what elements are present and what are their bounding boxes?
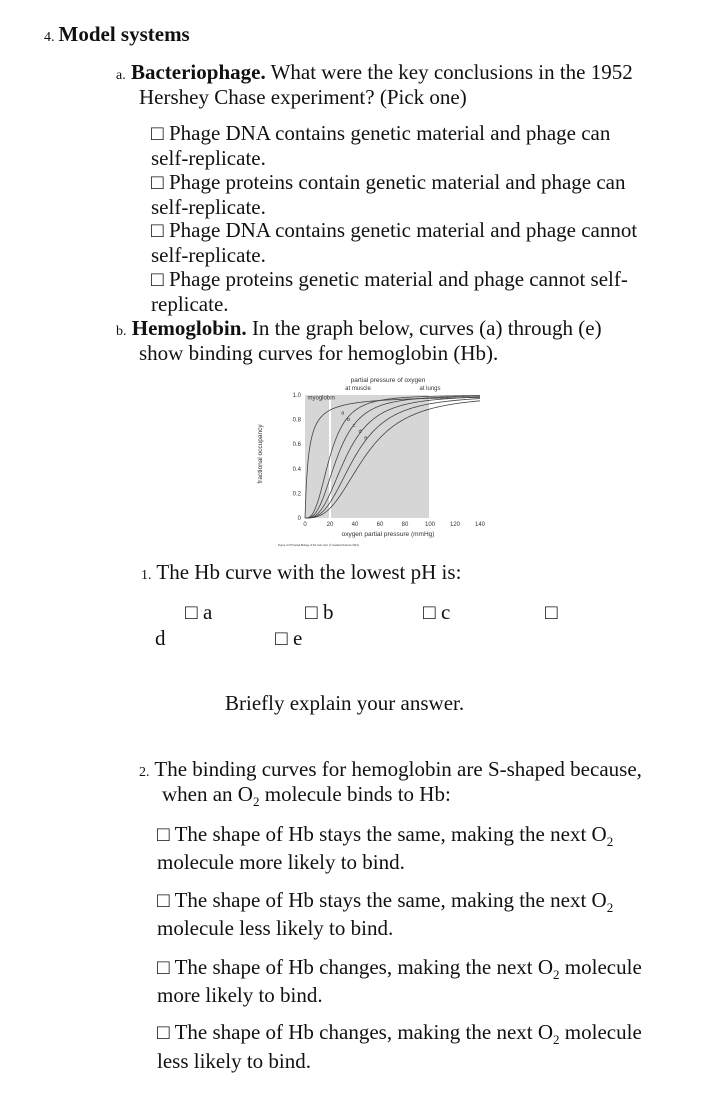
checkbox-a3[interactable]: □ — [151, 218, 164, 242]
checkbox-2a[interactable]: □ — [157, 822, 170, 846]
y-tick-label: 0.8 — [292, 417, 301, 424]
option-2d-text: The shape of Hb changes, making the next O — [174, 1020, 554, 1044]
question-a-letter: a. — [116, 68, 126, 83]
checkbox-2c[interactable]: □ — [157, 955, 170, 979]
choice-a[interactable] — [185, 600, 212, 624]
option-a4-cont: replicate. — [151, 292, 229, 316]
x-tick-label: 40 — [351, 522, 359, 528]
curve-label-e: e — [364, 435, 368, 442]
subscript-2: 2 — [553, 1032, 560, 1047]
curve-label-a: a — [341, 410, 345, 417]
choice-b-label: b — [322, 600, 334, 624]
option-2b[interactable] — [157, 888, 614, 915]
section-heading — [44, 22, 190, 46]
checkbox-choice-a[interactable]: □ — [185, 600, 198, 624]
choice-a-label: a — [202, 600, 213, 624]
x-tick-label: 140 — [474, 522, 486, 528]
option-a3-cont: self-replicate. — [151, 243, 266, 267]
option-a1-cont: self-replicate. — [151, 146, 266, 170]
plot-background — [305, 395, 430, 518]
x-tick-label: 0 — [303, 522, 307, 528]
checkbox-choice-c[interactable]: □ — [423, 600, 436, 624]
option-2a-text: The shape of Hb stays the same, making the next O — [174, 822, 607, 846]
question-a-line2: Hershey Chase experiment? (Pick one) — [139, 85, 467, 109]
question-1-number: 1. — [141, 568, 152, 583]
section-title: Model systems — [58, 22, 190, 46]
option-a1-text: Phage DNA contains genetic material and phage can — [168, 121, 611, 145]
option-2b-text: The shape of Hb stays the same, making the next O — [174, 888, 607, 912]
y-tick-label: 0.2 — [292, 491, 301, 498]
explain-prompt: Briefly explain your answer. — [225, 691, 465, 715]
checkbox-a4[interactable]: □ — [151, 267, 164, 291]
curve-label-c: c — [352, 422, 356, 429]
question-2-line2 — [162, 782, 451, 809]
question-a-title: Bacteriophage. — [130, 60, 266, 84]
option-2a[interactable] — [157, 822, 614, 849]
chart-title: partial pressure of oxygen — [350, 377, 426, 384]
choice-e-label: e — [292, 626, 303, 650]
option-2b-cont: molecule less likely to bind. — [157, 916, 394, 940]
x-tick-label: 80 — [401, 522, 409, 528]
chart-label-lungs: at lungs — [419, 386, 441, 392]
question-1 — [141, 560, 461, 588]
chart-caption: Figure 4.3 Physical Biology of the Cell, 2ed. (© Garland Science 2013) — [278, 544, 359, 547]
question-2-line1 — [139, 757, 642, 785]
checkbox-a1[interactable]: □ — [151, 121, 164, 145]
option-2a-cont: molecule more likely to bind. — [157, 850, 405, 874]
checkbox-choice-d[interactable]: □ — [545, 600, 558, 624]
checkbox-2d[interactable]: □ — [157, 1020, 170, 1044]
chart-label-muscle: at muscle — [345, 386, 371, 392]
x-tick-label: 100 — [424, 522, 436, 528]
checkbox-2b[interactable]: □ — [157, 888, 170, 912]
subscript-2: 2 — [252, 794, 260, 809]
option-2c-post: molecule — [559, 955, 642, 979]
section-number: 4. — [44, 30, 55, 45]
option-2c-text: The shape of Hb changes, making the next O — [174, 955, 554, 979]
question-2-line2-post: molecule binds to Hb: — [259, 782, 451, 806]
curve-label-myoglobin: myoglobin — [307, 395, 335, 402]
option-a3[interactable] — [151, 218, 637, 242]
y-tick-label: 1.0 — [292, 393, 301, 399]
option-a2-cont: self-replicate. — [151, 195, 266, 219]
plot-tail-region — [430, 395, 480, 518]
curve-label-d: d — [358, 429, 362, 436]
question-b-line2: show binding curves for hemoglobin (Hb). — [139, 341, 499, 365]
choice-d-label: d — [155, 626, 166, 650]
question-b-text: In the graph below, curves (a) through (e) — [251, 316, 602, 340]
option-a1[interactable] — [151, 121, 610, 145]
subscript-2: 2 — [553, 967, 560, 982]
checkbox-choice-b[interactable]: □ — [305, 600, 318, 624]
checkbox-choice-e[interactable]: □ — [275, 626, 288, 650]
question-2-number: 2. — [139, 765, 150, 780]
option-2d-post: molecule — [559, 1020, 642, 1044]
y-tick-label: 0.6 — [292, 442, 301, 449]
x-tick-label: 120 — [449, 522, 461, 528]
option-a4[interactable] — [151, 267, 628, 291]
option-a3-text: Phage DNA contains genetic material and phage cannot — [168, 218, 638, 242]
choice-c-label: c — [440, 600, 451, 624]
question-b-line1 — [116, 316, 602, 344]
question-b-title: Hemoglobin. — [131, 316, 247, 340]
option-a2[interactable] — [151, 170, 626, 194]
subscript-2: 2 — [606, 834, 614, 849]
choice-e[interactable] — [275, 626, 302, 650]
chart-ylabel: fractional occupancy — [257, 424, 264, 484]
hemoglobin-binding-chart — [250, 368, 490, 552]
option-a2-text: Phage proteins contain genetic material and phage can — [168, 170, 626, 194]
checkbox-a2[interactable]: □ — [151, 170, 164, 194]
question-2-text: The binding curves for hemoglobin are S-shaped because, — [154, 757, 642, 781]
subscript-2: 2 — [606, 900, 614, 915]
option-a4-text: Phage proteins genetic material and phage cannot self- — [168, 267, 628, 291]
question-a-line1 — [116, 60, 633, 88]
option-2c[interactable] — [157, 955, 642, 982]
choice-b[interactable] — [305, 600, 333, 624]
y-tick-label: 0.4 — [292, 466, 301, 473]
y-tick-label: 0 — [297, 516, 301, 522]
choice-c[interactable] — [423, 600, 450, 624]
option-2d[interactable] — [157, 1020, 642, 1047]
option-2c-cont: more likely to bind. — [157, 983, 323, 1007]
curve-label-b: b — [347, 416, 351, 423]
question-2-line2-pre: when an O — [162, 782, 253, 806]
x-tick-label: 20 — [326, 522, 334, 528]
x-tick-label: 60 — [376, 522, 384, 528]
option-2d-cont: less likely to bind. — [157, 1049, 311, 1073]
chart-xlabel: oxygen partial pressure (mmHg) — [341, 531, 435, 538]
question-a-text: What were the key conclusions in the 1952 — [270, 60, 633, 84]
question-b-letter: b. — [116, 324, 127, 339]
question-1-text: The Hb curve with the lowest pH is: — [156, 560, 462, 584]
